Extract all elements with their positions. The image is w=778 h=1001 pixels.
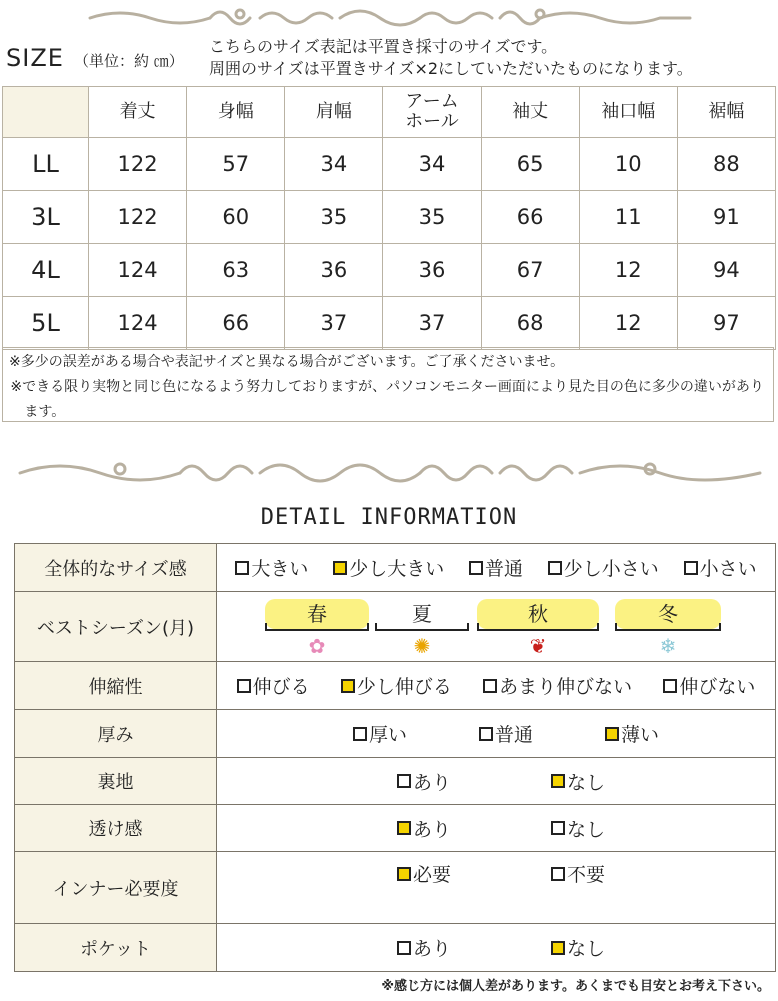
- season-options: [217, 593, 775, 661]
- size-cell: 94: [677, 244, 775, 297]
- season-bracket: [375, 623, 469, 631]
- size-table-row: [3, 191, 776, 244]
- option-label: あまり伸びない: [499, 676, 633, 698]
- detail-row-season: [15, 592, 776, 662]
- size-cell: 122: [89, 191, 187, 244]
- size-cell: 37: [383, 297, 481, 350]
- detail-footnote: ※感じ方には個人差があります。あくまでも目安とお考え下さい。: [381, 979, 770, 994]
- inner-options: [217, 860, 775, 887]
- checked-box-icon: [341, 679, 355, 693]
- detail-label: 厚み: [15, 710, 217, 758]
- option-label: あり: [412, 938, 451, 960]
- size-cell: 57: [187, 138, 285, 191]
- checked-box-icon: [605, 727, 619, 741]
- flower-icon: ✿: [308, 633, 326, 658]
- size-cell: 124: [89, 244, 187, 297]
- size-cell: 88: [677, 138, 775, 191]
- option-item: [397, 860, 451, 887]
- option-label: 厚い: [368, 724, 407, 746]
- size-notes: [2, 347, 774, 422]
- detail-row-sheer: [15, 805, 776, 852]
- size-col-header: 裾幅: [677, 87, 775, 138]
- detail-row-lining: [15, 758, 776, 805]
- size-cell: 124: [89, 297, 187, 350]
- detail-table: [14, 543, 776, 972]
- size-note: [209, 36, 693, 80]
- option-item: [684, 554, 757, 581]
- ornament-divider-top: [0, 2, 778, 32]
- option-item: [397, 934, 451, 961]
- unchecked-box-icon: [551, 821, 565, 835]
- size-table-header-row: [3, 87, 776, 138]
- season-label: 春: [307, 601, 327, 626]
- size-col-header: 肩幅: [285, 87, 383, 138]
- checked-box-icon: [397, 867, 411, 881]
- size-table-row: [3, 138, 776, 191]
- option-label: 不要: [566, 864, 605, 886]
- option-item: [548, 554, 659, 581]
- season-bracket: [265, 623, 369, 631]
- detail-row-thickness: [15, 710, 776, 758]
- option-item: [333, 554, 444, 581]
- unchecked-box-icon: [235, 561, 249, 575]
- option-item: [479, 720, 533, 747]
- size-note-line: 周囲のサイズは平置きサイズ×2にしていただいたものになります。: [209, 59, 693, 78]
- checked-box-icon: [397, 821, 411, 835]
- size-cell: 60: [187, 191, 285, 244]
- size-title: SIZE: [6, 44, 64, 72]
- unchecked-box-icon: [551, 867, 565, 881]
- size-cell: 91: [677, 191, 775, 244]
- detail-label: 裏地: [15, 758, 217, 805]
- option-label: 伸びない: [679, 676, 756, 698]
- sunflower-icon: ✺: [413, 633, 431, 658]
- unchecked-box-icon: [663, 679, 677, 693]
- size-row-label: LL: [3, 138, 89, 191]
- option-item: [397, 815, 451, 842]
- size-cell: 35: [285, 191, 383, 244]
- size-cell: 97: [677, 297, 775, 350]
- option-item: [551, 860, 605, 887]
- ornament-divider-middle: [0, 455, 778, 491]
- detail-label: ベストシーズン(月): [15, 592, 217, 662]
- option-label: 大きい: [251, 558, 309, 580]
- season-bracket: [477, 623, 599, 631]
- size-cell: 65: [481, 138, 579, 191]
- size-cell: 36: [383, 244, 481, 297]
- size-cell: 12: [579, 297, 677, 350]
- option-label: 少し大きい: [349, 558, 445, 580]
- size-cell: 37: [285, 297, 383, 350]
- size-row-label: 5L: [3, 297, 89, 350]
- size-note-item: ※できる限り実物と同じ色になるよう努力しておりますが、パソコンモニター画面により見た目の色に多少の違いがあります。: [10, 379, 764, 420]
- option-item: [237, 672, 310, 699]
- detail-label: 全体的なサイズ感: [15, 544, 217, 592]
- detail-row-size-feel: [15, 544, 776, 592]
- size-col-header: 袖口幅: [579, 87, 677, 138]
- size-col-header-line: アーム: [405, 91, 459, 112]
- size-cell: 10: [579, 138, 677, 191]
- season-label: 冬: [658, 601, 678, 626]
- option-item: [235, 554, 308, 581]
- size-cell: 34: [285, 138, 383, 191]
- unchecked-box-icon: [397, 774, 411, 788]
- unchecked-box-icon: [684, 561, 698, 575]
- option-label: なし: [566, 938, 605, 960]
- size-cell: 68: [481, 297, 579, 350]
- option-item: [551, 815, 605, 842]
- pocket-options: [217, 934, 775, 961]
- detail-label: ポケット: [15, 924, 217, 972]
- option-item: [551, 768, 605, 795]
- maple-leaf-icon: ❦: [529, 633, 547, 658]
- checked-box-icon: [551, 774, 565, 788]
- size-header: [6, 37, 776, 82]
- detail-row-stretch: [15, 662, 776, 710]
- unchecked-box-icon: [237, 679, 251, 693]
- season-bracket: [615, 623, 721, 631]
- option-label: 必要: [412, 864, 451, 886]
- option-label: なし: [566, 818, 605, 841]
- size-cell: 34: [383, 138, 481, 191]
- size-col-header: [383, 87, 481, 138]
- size-table-row: [3, 297, 776, 350]
- size-cell: 12: [579, 244, 677, 297]
- checked-box-icon: [551, 941, 565, 955]
- size-unit: （単位：約 ㎝）: [74, 52, 184, 70]
- size-cell: 35: [383, 191, 481, 244]
- option-item: [353, 720, 407, 747]
- option-item: [605, 720, 659, 747]
- lining-options: [217, 768, 775, 795]
- snowflake-icon: ❄: [659, 633, 677, 658]
- option-item: [551, 934, 605, 961]
- option-label: 普通: [494, 724, 533, 746]
- unchecked-box-icon: [483, 679, 497, 693]
- sheer-options: [217, 815, 775, 842]
- unchecked-box-icon: [353, 727, 367, 741]
- detail-label: 透け感: [15, 805, 217, 852]
- option-label: 少し伸びる: [356, 676, 452, 698]
- option-label: 小さい: [699, 558, 757, 580]
- detail-title: DETAIL INFORMATION: [260, 505, 518, 530]
- unchecked-box-icon: [548, 561, 562, 575]
- option-label: 普通: [484, 558, 523, 580]
- unchecked-box-icon: [469, 561, 483, 575]
- option-label: あり: [412, 771, 451, 794]
- size-cell: 63: [187, 244, 285, 297]
- option-item: [469, 554, 523, 581]
- size-feel-options: [217, 554, 775, 581]
- season-item: [265, 599, 369, 658]
- size-table-corner: [3, 87, 89, 138]
- size-col-header-line: ホール: [405, 111, 459, 132]
- size-table-row: [3, 244, 776, 297]
- detail-label: 伸縮性: [15, 662, 217, 710]
- size-cell: 66: [187, 297, 285, 350]
- checked-box-icon: [333, 561, 347, 575]
- option-item: [397, 768, 451, 795]
- option-label: 薄い: [620, 724, 659, 746]
- option-label: 伸びる: [252, 676, 310, 698]
- size-col-header: 袖丈: [481, 87, 579, 138]
- option-label: 少し小さい: [563, 558, 659, 580]
- season-item: [375, 599, 469, 658]
- detail-row-pocket: [15, 924, 776, 972]
- size-cell: 67: [481, 244, 579, 297]
- size-cell: 122: [89, 138, 187, 191]
- size-col-header: 着丈: [89, 87, 187, 138]
- season-item: [477, 599, 599, 658]
- size-row-label: 3L: [3, 191, 89, 244]
- size-cell: 36: [285, 244, 383, 297]
- option-label: なし: [566, 771, 605, 794]
- size-col-header: 身幅: [187, 87, 285, 138]
- option-item: [663, 672, 755, 699]
- season-label: 秋: [528, 601, 548, 626]
- unchecked-box-icon: [397, 941, 411, 955]
- season-item: [615, 599, 721, 658]
- detail-label: インナー必要度: [15, 852, 217, 924]
- detail-row-inner: [15, 852, 776, 924]
- size-note-item: ※多少の誤差がある場合や表記サイズと異なる場合がございます。ご了承くださいませ。: [9, 354, 565, 370]
- unchecked-box-icon: [479, 727, 493, 741]
- stretch-options: [217, 672, 775, 699]
- thickness-options: [217, 720, 775, 747]
- option-item: [341, 672, 452, 699]
- size-row-label: 4L: [3, 244, 89, 297]
- size-cell: 66: [481, 191, 579, 244]
- size-cell: 11: [579, 191, 677, 244]
- option-item: [483, 672, 632, 699]
- size-note-line: こちらのサイズ表記は平置き採寸のサイズです。: [209, 37, 558, 56]
- season-label: 夏: [412, 601, 432, 626]
- option-label: あり: [412, 818, 451, 841]
- size-table: [2, 86, 776, 350]
